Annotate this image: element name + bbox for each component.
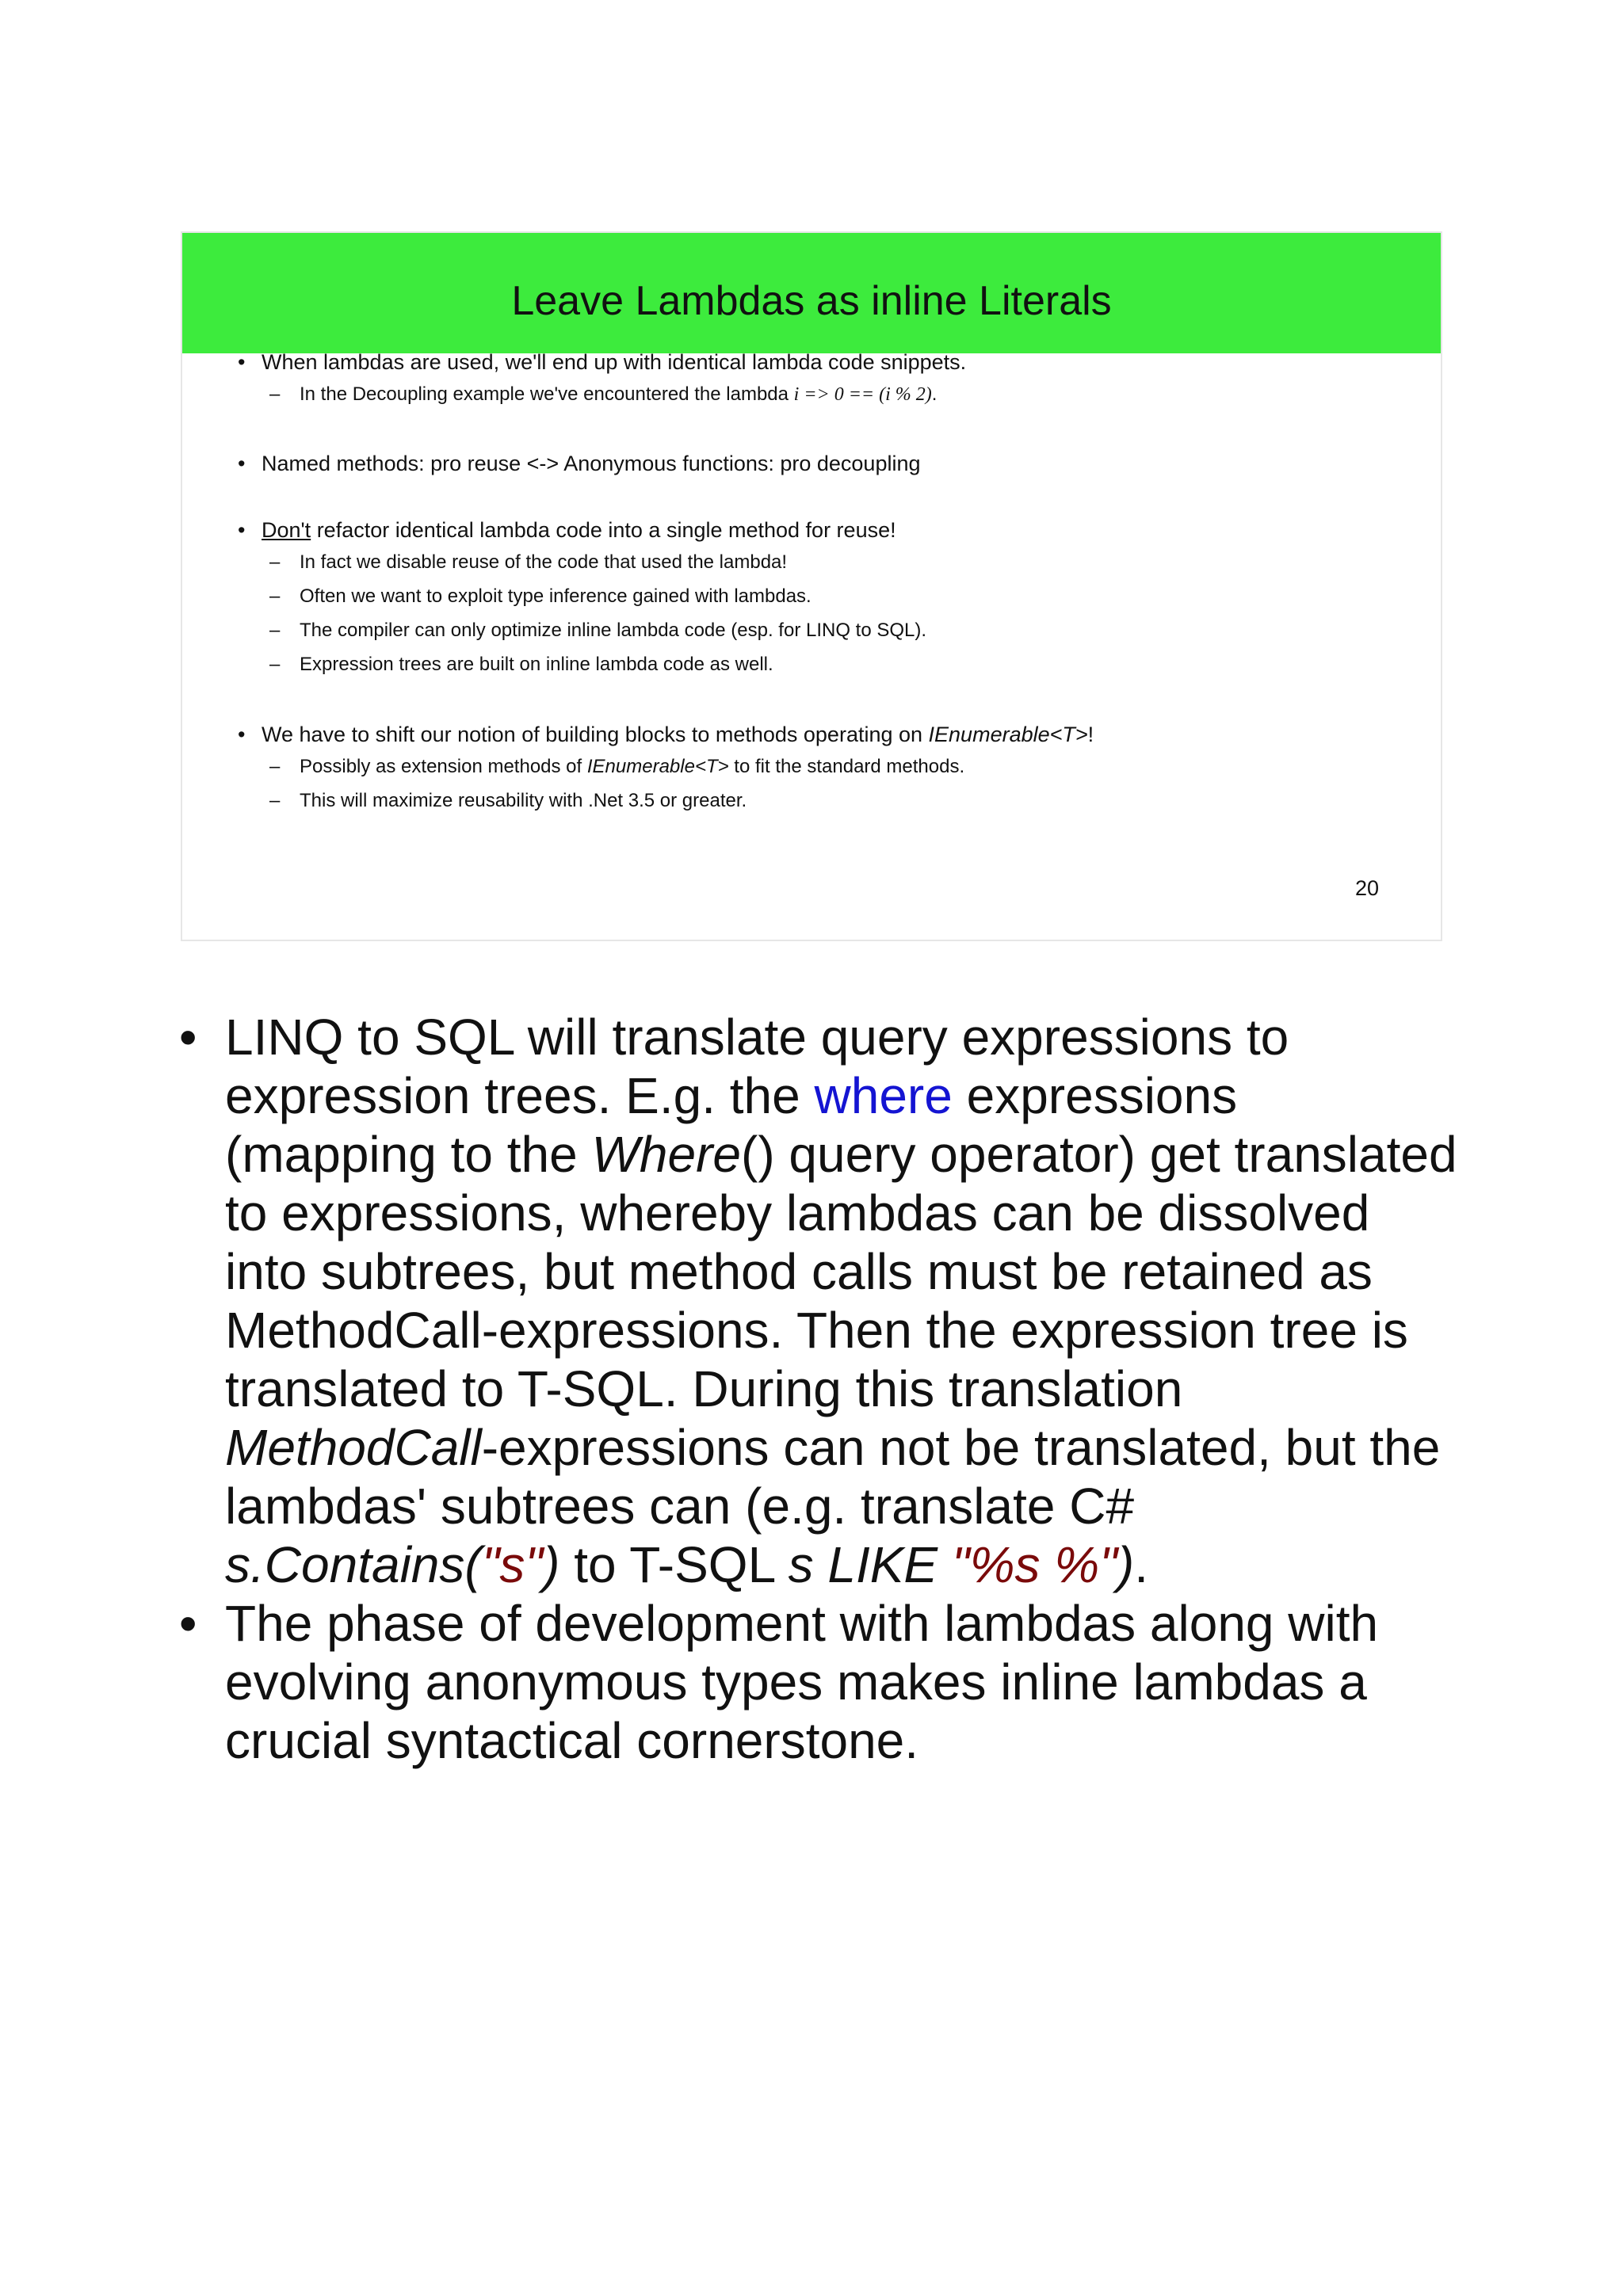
bullet-1-sub-1-text: In the Decoupling example we've encountered the lambda [300,383,794,405]
notes-text: to T-SQL [559,1536,789,1593]
sql-like: s LIKE [788,1536,952,1593]
sub-marker: – [269,654,281,675]
notes-item-2 [179,1594,1461,1770]
bullet-3-sub-3 [269,620,927,641]
bullet-3-sub-1-text: In fact we disable reuse of the code that used the lambda! [300,551,788,573]
sql-close: ) [1117,1536,1135,1593]
bullet-3-sub-2 [269,585,812,607]
notes-text: The phase of development with lambdas along with evolving anonymous types makes inline lambdas a crucial syntactical cornerstone. [225,1595,1379,1769]
notes-bullet: • [179,1009,197,1066]
bullet-4-text: We have to shift our notion of building blocks to methods operating on [262,723,929,746]
bullet-4-sub-2 [269,790,747,811]
methodcall-term: MethodCall [225,1419,482,1476]
bullet-marker: • [238,350,246,374]
bullet-2 [238,452,921,475]
notes-text: . [1134,1536,1148,1593]
string-literal: "%s %" [951,1536,1117,1593]
slide [181,231,1442,941]
page-number: 20 [1355,876,1380,900]
bullet-4-sub-2-text: This will maximize reusability with .Net 3.5 or greater. [300,790,747,811]
csharp-call: s.Contains( [225,1536,482,1593]
sub-marker: – [269,551,281,573]
bullet-3 [238,518,896,542]
bullet-4-sub-1 [269,756,965,777]
where-method: Where [591,1126,741,1183]
bullet-4-sub-1-post: to fit the standard methods. [728,756,965,777]
notes-bullet: • [179,1595,197,1652]
notes-text: expressions (mapping to the [225,1067,1238,1183]
bullet-3-text: refactor identical lambda code into a single method for reuse! [311,518,896,542]
bullet-3-sub-2-text: Often we want to exploit type inference gained with lambdas. [300,585,812,607]
bullet-marker: • [238,723,246,746]
ienumerable-type: IEnumerable<T> [586,756,729,777]
bullet-3-sub-4 [269,654,773,675]
keyword-where: where [814,1067,953,1124]
string-literal: "s" [481,1536,544,1593]
bullet-4 [238,723,1094,746]
bullet-3-sub-3-text: The compiler can only optimize inline lambda code (esp. for LINQ to SQL). [300,620,927,641]
slide-title: Leave Lambdas as inline Literals [511,278,1112,324]
notes-text: LINQ to SQL will translate query expressions to expression trees. E.g. the [225,1009,1289,1124]
slide-bullets [182,233,1441,940]
notes-text: -expressions can not be translated, but the lambdas' subtrees can (e.g. translate C# [225,1419,1441,1535]
bullet-2-text: Named methods: pro reuse <-> Anonymous functions: pro decoupling [262,452,921,475]
sub-marker: – [269,585,281,607]
bullet-4-sub-1-pre: Possibly as extension methods of [300,756,587,777]
bullet-3-sub-4-text: Expression trees are built on inline lambda code as well. [300,654,773,675]
speaker-notes [179,1008,1461,1770]
sub-marker: – [269,383,281,405]
notes-text: () query operator) get translated to expressions, whereby lambdas can be dissolved into subtrees, but method calls must be retained as MethodCall-expressions. Then the expression tree is translated to T-SQL. During this translation [225,1126,1457,1417]
bullet-3-sub-1 [269,551,788,573]
notes-item-1 [179,1008,1461,1594]
sub-marker: – [269,620,281,641]
bullet-1-sub-1-end: . [931,383,938,405]
dont-emphasis: Don't [262,518,311,542]
ienumerable-type: IEnumerable<T> [928,723,1088,746]
lambda-code: i => 0 == (i % 2) [793,384,932,405]
sub-marker: – [269,756,281,777]
sub-marker: – [269,790,281,811]
bullet-1 [238,350,967,374]
csharp-close: ) [543,1536,560,1593]
bullet-marker: • [238,452,246,475]
bullet-4-end: ! [1087,723,1094,746]
bullet-marker: • [238,518,246,542]
bullet-1-text: When lambdas are used, we'll end up with identical lambda code snippets. [262,350,967,374]
bullet-1-sub-1 [269,383,938,405]
